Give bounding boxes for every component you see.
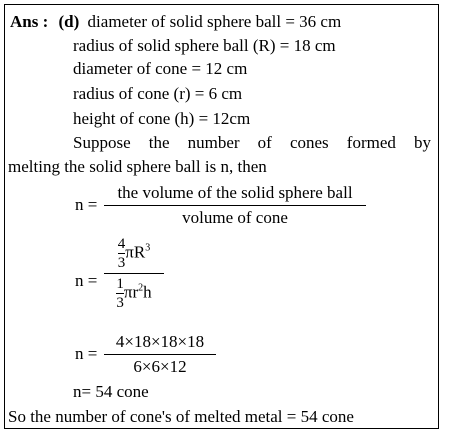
eq1-fraction	[104, 183, 366, 228]
eq2-bot-coef-den: 3	[116, 295, 124, 311]
paragraph-end: melting the solid sphere ball is n, then	[8, 157, 267, 176]
eq2-top-exponent: 3	[145, 242, 151, 254]
eq3-fraction-bar	[104, 354, 216, 355]
eq3-denominator: 6×6×12	[133, 357, 187, 376]
eq2-bot-exponent: 2	[138, 282, 144, 294]
eq2-bot-coefficient	[116, 276, 124, 311]
eq3-numerator: 4×18×18×18	[115, 332, 205, 351]
eq3-fraction	[104, 332, 216, 377]
eq3-label: n =	[75, 344, 98, 363]
eq2-top-coef-den: 3	[117, 255, 126, 271]
eq2-fraction	[104, 236, 164, 311]
eq2-bot-expr-a: πr	[123, 282, 139, 302]
eq1-numerator: the volume of the solid sphere ball	[117, 183, 353, 202]
paragraph-start: Suppose the number of cones formed by	[73, 133, 431, 152]
answer-line-4: radius of cone (r) = 6 cm	[73, 84, 243, 103]
answer-line-1: diameter of solid sphere ball = 36 cm	[87, 12, 342, 31]
conclusion-line: So the number of cone's of melted metal = 54 cone	[8, 407, 354, 426]
eq2-bot-coef-bar	[116, 293, 124, 294]
answer-line-5: height of cone (h) = 12cm	[73, 109, 251, 128]
eq2-bot-coef-num: 1	[116, 276, 124, 292]
answer-heading	[10, 12, 341, 32]
answer-line-3: diameter of cone = 12 cm	[73, 59, 248, 78]
answer-option: (d)	[58, 12, 80, 31]
answer-prefix: Ans :	[10, 12, 49, 31]
result-line: n= 54 cone	[73, 382, 149, 401]
eq2-denominator	[112, 276, 155, 311]
eq1-fraction-bar	[104, 205, 366, 206]
eq2-top-coef-num: 4	[117, 236, 126, 252]
eq2-numerator	[114, 236, 154, 271]
eq2-bot-expr-b: h	[143, 282, 152, 302]
eq2-top-expr: πR	[125, 242, 146, 262]
eq2-label: n =	[75, 271, 98, 290]
answer-line-2: radius of solid sphere ball (R) = 18 cm	[73, 36, 336, 55]
eq2-fraction-bar	[104, 273, 164, 274]
eq1-denominator: volume of cone	[182, 208, 288, 227]
eq1-label: n =	[75, 195, 98, 214]
